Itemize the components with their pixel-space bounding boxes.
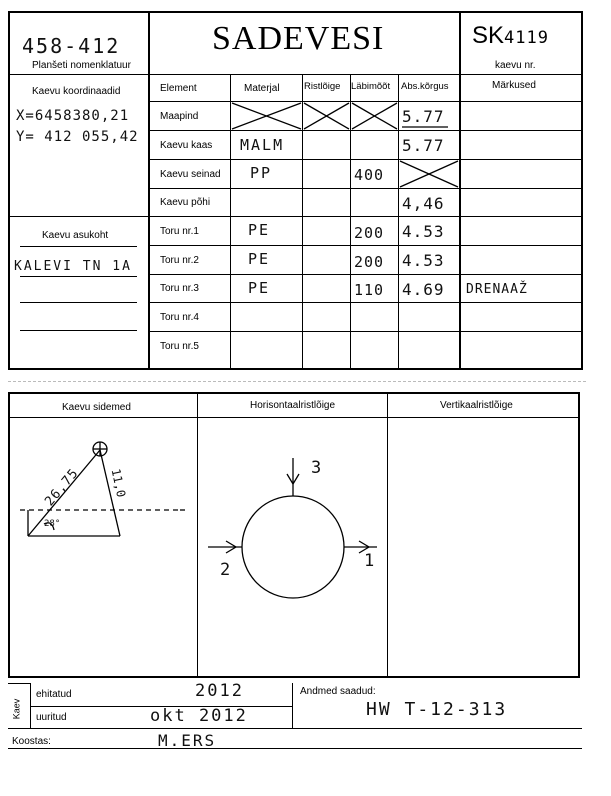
col-header-elevation: Abs.kõrgus <box>401 81 449 92</box>
vertical-section-label: Vertikaalristlõige <box>440 400 513 411</box>
row-material: PE <box>248 221 271 239</box>
coordinate-y: Y= 412 055,42 <box>16 129 139 145</box>
row-diameter: 110 <box>354 281 385 299</box>
author-label: Koostas: <box>12 736 51 747</box>
row-material: PP <box>250 164 273 182</box>
tie-b-value: 11,0 <box>108 467 129 499</box>
row-element: Toru nr.4 <box>160 312 199 323</box>
side-label: Kaev <box>11 698 22 720</box>
row-element: Toru nr.2 <box>160 255 199 266</box>
nomenclature-value: 458-412 <box>22 34 121 58</box>
built-label: ehitatud <box>36 689 72 700</box>
horizontal-section-label: Horisontaalristlõige <box>250 400 336 411</box>
pipe-1-number: 1 <box>364 551 377 571</box>
data-source-value: HW T-12-313 <box>366 699 508 720</box>
row-diameter: 400 <box>354 166 385 184</box>
row-element: Maapind <box>160 111 199 122</box>
form-title: SADEVESI <box>212 20 385 57</box>
row-element: Toru nr.3 <box>160 283 199 294</box>
well-prefix: SK <box>472 22 505 49</box>
row-material: PE <box>248 250 271 268</box>
row-diameter: 200 <box>354 224 385 242</box>
built-value: 2012 <box>195 681 244 701</box>
col-header-element: Element <box>160 83 197 94</box>
author-value: M.ERS <box>158 731 217 750</box>
tie-angle-value: 28° <box>44 519 61 529</box>
row-element: Toru nr.5 <box>160 341 199 352</box>
row-elevation: 5.77 <box>402 107 445 126</box>
row-elevation: 4.53 <box>402 251 445 270</box>
row-diameter: 200 <box>354 253 385 271</box>
col-header-notes: Märkused <box>492 80 536 91</box>
ties-label: Kaevu sidemed <box>62 402 131 413</box>
pipe-2-number: 2 <box>220 560 233 580</box>
row-material: PE <box>248 279 271 297</box>
coordinate-x: X=6458380,21 <box>16 108 130 124</box>
row-elevation: 4.53 <box>402 222 445 241</box>
nomenclature-label: Planšeti nomenklatuur <box>32 60 131 71</box>
data-source-label: Andmed saadud: <box>300 686 376 697</box>
well-number-value: 4119 <box>504 28 549 48</box>
row-elevation: 4.69 <box>402 280 445 299</box>
col-header-section: Ristlõige <box>304 81 341 92</box>
tie-a-value: 26,75 <box>42 465 83 510</box>
col-header-material: Materjal <box>244 83 280 94</box>
row-elevation: 5.77 <box>402 136 445 155</box>
row-element: Kaevu põhi <box>160 197 211 208</box>
location-value: KALEVI TN 1A <box>14 259 132 274</box>
surveyed-value: okt 2012 <box>150 706 248 726</box>
location-label: Kaevu asukoht <box>42 230 109 241</box>
surveyed-label: uuritud <box>36 712 67 723</box>
row-elevation: 4,46 <box>402 194 445 213</box>
row-material: MALM <box>240 136 285 154</box>
col-header-diameter: Läbimõõt <box>351 81 391 92</box>
row-element: Kaevu kaas <box>160 140 213 151</box>
row-element: Toru nr.1 <box>160 226 199 237</box>
row-element: Kaevu seinad <box>160 169 221 180</box>
coordinates-label: Kaevu koordinaadid <box>32 86 121 97</box>
row-notes: DRENAAŽ <box>466 282 528 297</box>
pipe-3-number: 3 <box>311 458 324 478</box>
well-number-label: kaevu nr. <box>495 60 536 71</box>
